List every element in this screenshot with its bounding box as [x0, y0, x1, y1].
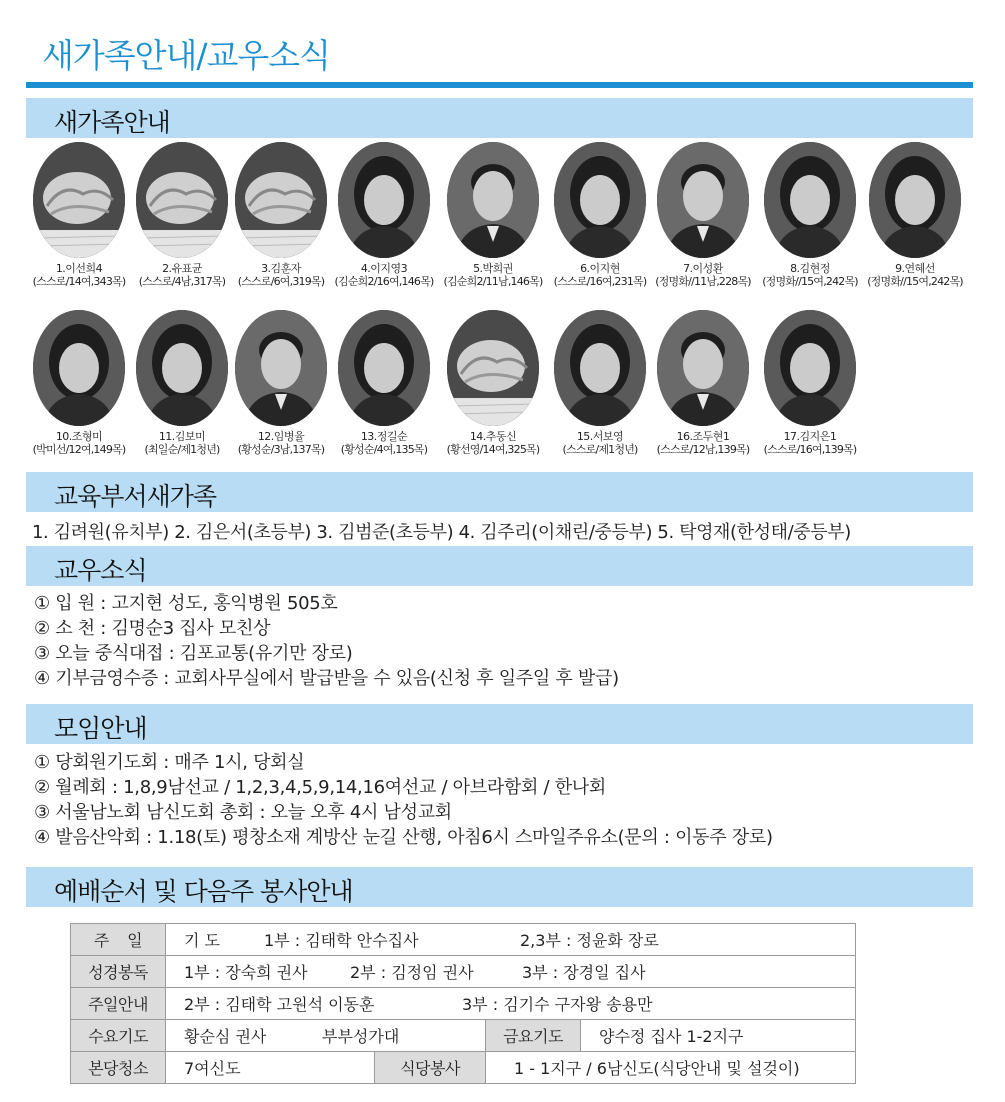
member-photo	[869, 142, 961, 258]
news-item: ① 입 원 : 고지현 성도, 홍익병원 505호	[34, 593, 338, 614]
member-card	[24, 310, 134, 456]
row-header: 주 일	[71, 924, 166, 956]
meeting-item: ① 당회원기도회 : 매주 1시, 당회실	[34, 752, 305, 773]
member-card	[545, 310, 655, 456]
service-schedule-table	[70, 923, 856, 1084]
row-header: 식당봉사	[375, 1052, 486, 1084]
table-row	[71, 988, 856, 1020]
member-card	[438, 310, 548, 456]
member-photo	[33, 310, 125, 426]
member-note: (황선영/14여,325목)	[446, 443, 540, 456]
member-name: 16.조두현1	[676, 430, 730, 443]
member-name: 6.이지현	[580, 262, 620, 275]
member-photo	[554, 142, 646, 258]
section-header-edu-new-family: 교육부서새가족	[26, 472, 973, 512]
table-cell: 기 도 1부 : 김태학 안수집사 2,3부 : 정윤화 장로	[166, 924, 856, 956]
member-note: (박미선/12여,149목)	[32, 443, 126, 456]
member-photo	[554, 310, 646, 426]
member-photo	[657, 310, 749, 426]
member-note: (스스로/6여,319목)	[237, 275, 325, 288]
section-header-new-family: 새가족안내	[26, 98, 973, 138]
row-header: 주일안내	[71, 988, 166, 1020]
member-name: 9.연혜선	[895, 262, 935, 275]
member-name: 12.임병율	[257, 430, 305, 443]
member-name: 14.추동신	[469, 430, 517, 443]
member-card	[226, 142, 336, 288]
title-divider	[26, 82, 973, 88]
member-card	[860, 142, 970, 288]
news-list	[34, 591, 619, 691]
member-photo	[764, 310, 856, 426]
member-note: (스스로/16여,139목)	[763, 443, 857, 456]
member-card	[24, 142, 134, 288]
member-name: 10.조형미	[55, 430, 103, 443]
member-photo	[764, 142, 856, 258]
row-header: 성경봉독	[71, 956, 166, 988]
member-name: 8.김현정	[790, 262, 830, 275]
member-photo	[136, 310, 228, 426]
member-card	[545, 142, 655, 288]
member-note: (정명화//15여,242목)	[867, 275, 963, 288]
member-card	[755, 310, 865, 456]
member-photo	[235, 142, 327, 258]
table-cell: 양수정 집사 1-2지구	[581, 1020, 856, 1052]
member-card	[648, 142, 758, 288]
member-note: (김순희2/16여,146목)	[334, 275, 434, 288]
member-photo	[338, 142, 430, 258]
edu-new-family-list: 1. 김려원(유치부) 2. 김은서(초등부) 3. 김범준(초등부) 4. 김주리(이채린/중등부) 5. 탁영재(한성태/중등부)	[32, 522, 851, 543]
member-name: 3.김훈자	[261, 262, 301, 275]
row-header: 금요기도	[486, 1020, 581, 1052]
section-header-meetings: 모임안내	[26, 704, 973, 744]
member-note: (황성순/3남,137목)	[237, 443, 325, 456]
member-card	[329, 310, 439, 456]
table-row	[71, 1020, 856, 1052]
member-photo	[657, 142, 749, 258]
table-cell: 7여신도	[166, 1052, 375, 1084]
member-photo	[136, 142, 228, 258]
member-card	[127, 310, 237, 456]
table-cell: 1 - 1지구 / 6남신도(식당안내 및 설겆이)	[486, 1052, 856, 1084]
member-note: (정명화//15여,242목)	[762, 275, 858, 288]
member-note: (스스로/제1청년)	[562, 443, 638, 456]
member-photo	[447, 142, 539, 258]
section-header-worship: 예배순서 및 다음주 봉사안내	[26, 867, 973, 907]
row-header: 수요기도	[71, 1020, 166, 1052]
member-card	[127, 142, 237, 288]
member-photo	[338, 310, 430, 426]
member-note: (스스로/16여,231목)	[553, 275, 647, 288]
member-card	[755, 142, 865, 288]
member-name: 17.김지은1	[783, 430, 837, 443]
member-note: (스스로/4남,317목)	[138, 275, 226, 288]
meetings-list	[34, 750, 773, 850]
meeting-item: ③ 서울남노회 남신도회 총회 : 오늘 오후 4시 남성교회	[34, 802, 452, 823]
table-cell: 황순심 권사 부부성가대	[166, 1020, 486, 1052]
member-photo	[447, 310, 539, 426]
member-name: 7.이성환	[683, 262, 723, 275]
member-name: 4.이지영3	[360, 262, 408, 275]
member-card	[648, 310, 758, 456]
member-name: 5.박희권	[473, 262, 513, 275]
member-card	[438, 142, 548, 288]
news-item: ③ 오늘 중식대접 : 김포교통(유기만 장로)	[34, 643, 353, 664]
member-card	[226, 310, 336, 456]
member-note: (정명화//11남,228목)	[655, 275, 751, 288]
table-cell: 1부 : 장숙희 권사 2부 : 김정임 권사 3부 : 장경일 집사	[166, 956, 856, 988]
member-name: 15.서보영	[576, 430, 624, 443]
member-note: (황성순/4여,135목)	[340, 443, 428, 456]
meeting-item: ④ 발음산악회 : 1.18(토) 평창소재 계방산 눈길 산행, 아침6시 스마일주유소(문의 : 이동주 장로)	[34, 827, 773, 848]
member-name: 13.정길순	[360, 430, 408, 443]
table-row	[71, 924, 856, 956]
news-item: ② 소 천 : 김명순3 집사 모친상	[34, 618, 271, 639]
row-header: 본당청소	[71, 1052, 166, 1084]
table-row	[71, 1052, 856, 1084]
member-name: 2.유표균	[162, 262, 202, 275]
table-row	[71, 956, 856, 988]
page-title: 새가족안내/교우소식	[42, 36, 331, 75]
member-name: 11.김보미	[158, 430, 206, 443]
member-note: (스스로/14여,343목)	[32, 275, 126, 288]
member-card	[329, 142, 439, 288]
table-cell: 2부 : 김태학 고원석 이동훈 3부 : 김기수 구자왕 송용만	[166, 988, 856, 1020]
news-item: ④ 기부금영수증 : 교회사무실에서 발급받을 수 있음(신청 후 일주일 후 발급)	[34, 668, 619, 689]
member-note: (최일순/제1청년)	[144, 443, 220, 456]
member-note: (스스로/12남,139목)	[656, 443, 750, 456]
member-note: (김순희2/11남,146목)	[443, 275, 543, 288]
member-name: 1.이선희4	[55, 262, 103, 275]
section-header-news: 교우소식	[26, 546, 973, 586]
member-photo	[33, 142, 125, 258]
meeting-item: ② 월례회 : 1,8,9남선교 / 1,2,3,4,5,9,14,16여선교 / 아브라함회 / 한나회	[34, 777, 606, 798]
member-photo	[235, 310, 327, 426]
